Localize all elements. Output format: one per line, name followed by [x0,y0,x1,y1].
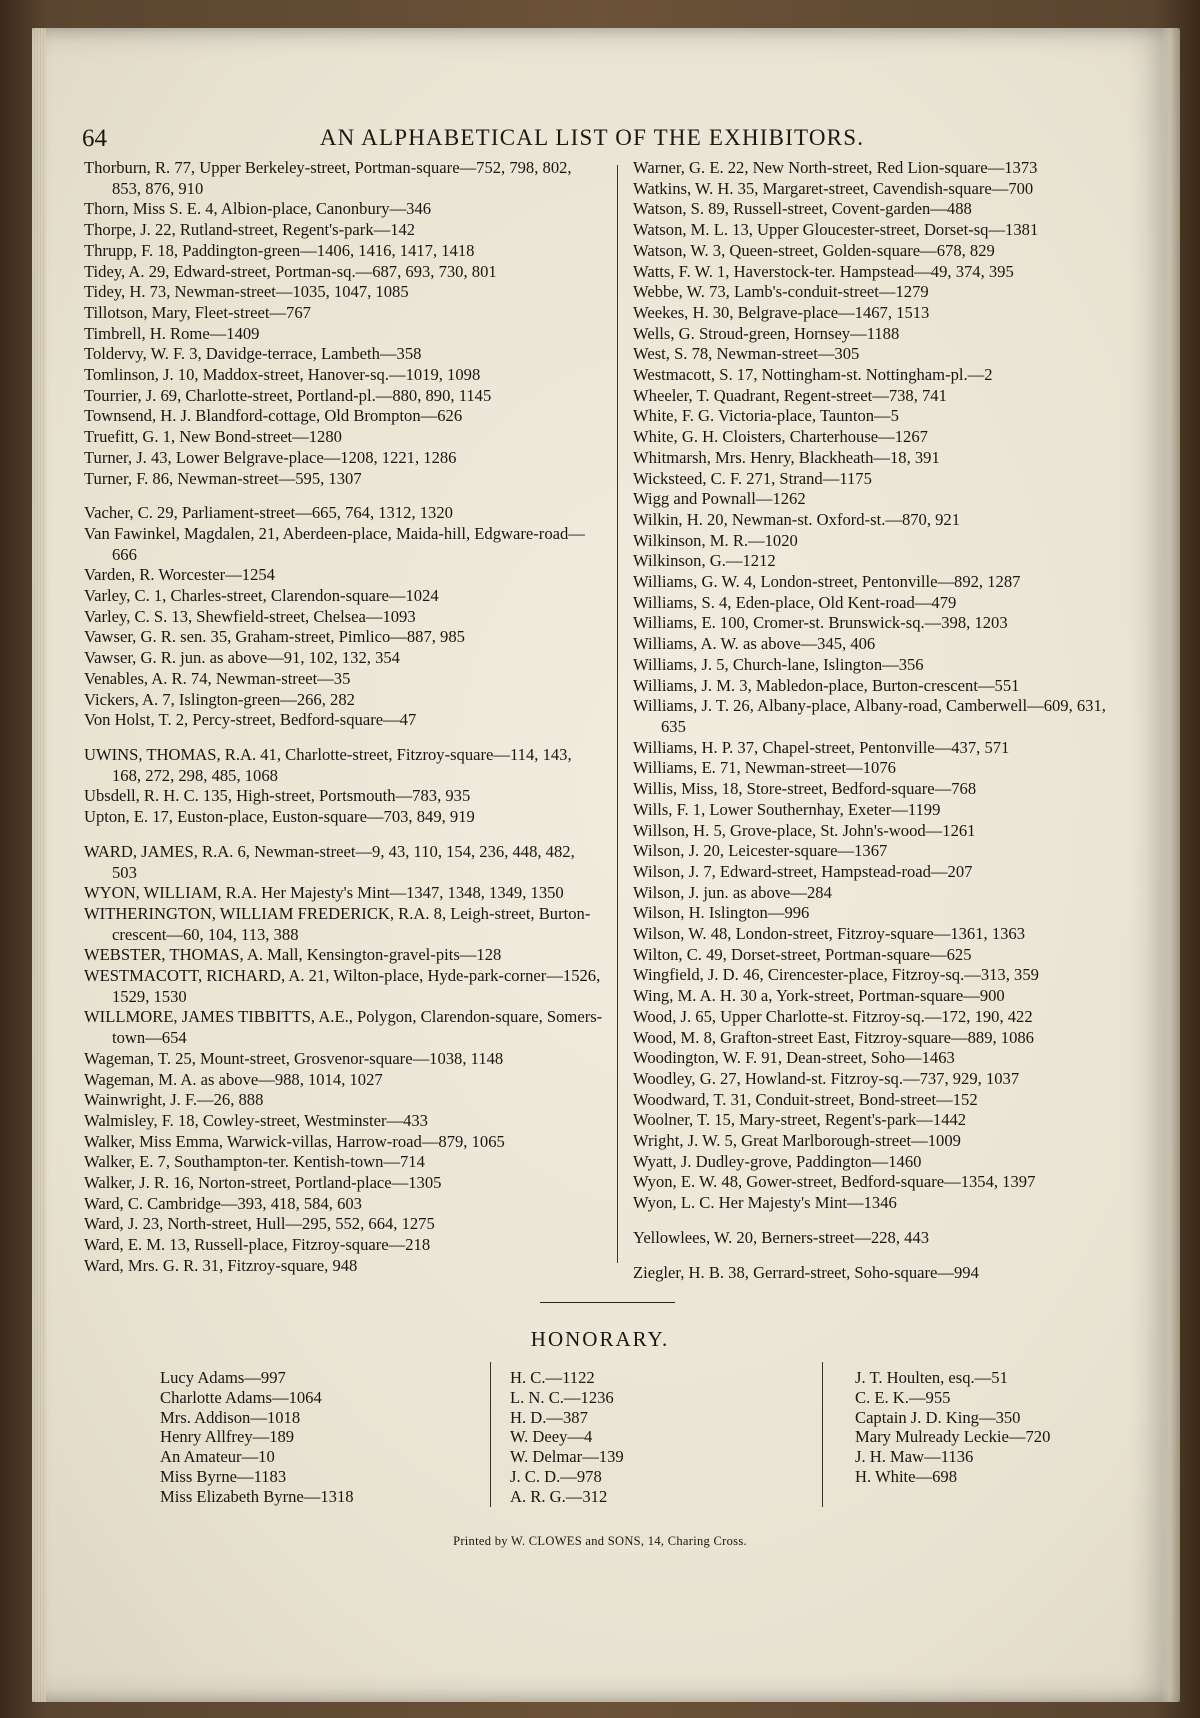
honorary-entry: Mary Mulready Leckie—720 [855,1427,1051,1447]
exhibitor-entry: Wilton, C. 49, Dorset-street, Portman-square—625 [633,944,972,964]
exhibitor-entry: Wilson, W. 48, London-street, Fitzroy-square—1361, 1363 [633,924,1026,944]
honorary-entry: H. D.—387 [510,1407,588,1427]
exhibitor-entry: Thorpe, J. 22, Rutland-street, Regent's-park—142 [84,220,416,240]
honorary-entry: Lucy Adams—997 [160,1368,286,1387]
exhibitor-entry: Ward, Mrs. G. R. 31, Fitzroy-square, 948 [84,1255,358,1275]
honorary-column-1 [160,1368,460,1507]
exhibitor-entry: Thorn, Miss S. E. 4, Albion-place, Canonbury—346 [84,199,432,219]
exhibitor-entry: Wood, M. 8, Grafton-street East, Fitzroy-square—889, 1086 [633,1027,1034,1047]
page-number: 64 [82,125,107,152]
honorary-entry: L. N. C.—1236 [510,1387,614,1407]
exhibitor-entry: Williams, E. 100, Cromer-st. Brunswick-sq.—398, 1203 [633,613,1008,633]
exhibitor-entry: Wing, M. A. H. 30 a, York-street, Portman-square—900 [633,986,1005,1006]
exhibitor-entry: WILLMORE, JAMES TIBBITTS, A.E., Polygon, Clarendon-square, Somers-town—654 [84,1007,603,1048]
exhibitor-entry: Williams, J. M. 3, Mabledon-place, Burton-crescent—551 [633,675,1020,695]
exhibitor-entry: Wyatt, J. Dudley-grove, Paddington—1460 [633,1151,922,1171]
section-gap [84,828,603,842]
exhibitor-entry: Townsend, H. J. Blandford-cottage, Old Brompton—626 [84,406,463,426]
exhibitor-entry: Williams, A. W. as above—345, 406 [633,634,876,654]
exhibitor-entry: Wageman, T. 25, Mount-street, Grosvenor-square—1038, 1148 [84,1048,504,1068]
exhibitor-entry: Wheeler, T. Quadrant, Regent-street—738, 741 [633,385,947,405]
honorary-entry: Henry Allfrey—189 [160,1427,295,1447]
section-rule [540,1302,675,1303]
exhibitor-entry: WITHERINGTON, WILLIAM FREDERICK, R.A. 8, Leigh-street, Burton-crescent—60, 104, 113, 388 [84,903,591,944]
exhibitor-entry: Wilkinson, M. R.—1020 [633,530,798,550]
exhibitor-entry: Williams, E. 71, Newman-street—1076 [633,758,896,778]
honorary-divider [490,1362,491,1507]
right-column [633,158,1131,1283]
honorary-divider [822,1362,823,1507]
exhibitor-entry: White, F. G. Victoria-place, Taunton—5 [633,406,899,426]
honorary-entry: Miss Elizabeth Byrne—1318 [160,1486,354,1506]
exhibitor-entry: Vacher, C. 29, Parliament-street—665, 764, 1312, 1320 [84,503,453,523]
exhibitor-entry: Varley, C. 1, Charles-street, Clarendon-square—1024 [84,586,439,606]
exhibitor-entry: Tidey, A. 29, Edward-street, Portman-sq.—687, 693, 730, 801 [84,261,497,281]
exhibitor-entry: Williams, S. 4, Eden-place, Old Kent-road—479 [633,592,957,612]
exhibitor-entry: Wicksteed, C. F. 271, Strand—1175 [633,468,872,488]
exhibitor-entry: Weekes, H. 30, Belgrave-place—1467, 1513 [633,302,930,322]
exhibitor-entry: Vawser, G. R. jun. as above—91, 102, 132, 354 [84,648,400,668]
exhibitor-entry: Wainwright, J. F.—26, 888 [84,1090,264,1110]
exhibitor-entry: Timbrell, H. Rome—1409 [84,323,260,343]
exhibitor-entry: Williams, G. W. 4, London-street, Pentonville—892, 1287 [633,572,1021,592]
exhibitor-entry: Wilson, J. jun. as above—284 [633,882,832,902]
exhibitor-entry: Wilson, J. 20, Leicester-square—1367 [633,841,888,861]
exhibitor-entry: Varley, C. S. 13, Shewfield-street, Chelsea—1093 [84,606,416,626]
exhibitor-entry: Von Holst, T. 2, Percy-street, Bedford-square—47 [84,710,417,730]
honorary-entry: W. Deey—4 [510,1427,593,1447]
section-gap [84,731,603,745]
exhibitor-entry: Wyon, L. C. Her Majesty's Mint—1346 [633,1193,897,1213]
exhibitor-entry: Watson, M. L. 13, Upper Gloucester-street, Dorset-sq—1381 [633,220,1039,240]
honorary-entry: Miss Byrne—1183 [160,1466,287,1486]
exhibitor-entry: Woodington, W. F. 91, Dean-street, Soho—1463 [633,1048,955,1068]
exhibitor-entry: White, G. H. Cloisters, Charterhouse—1267 [633,427,928,447]
exhibitor-entry: Warner, G. E. 22, New North-street, Red Lion-square—1373 [633,158,1038,177]
exhibitor-entry: Willis, Miss, 18, Store-street, Bedford-square—768 [633,779,977,799]
exhibitor-entry: Walker, E. 7, Southampton-ter. Kentish-town—714 [84,1152,425,1172]
exhibitor-entry: Tomlinson, J. 10, Maddox-street, Hanover-sq.—1019, 1098 [84,365,481,385]
exhibitor-entry: Wills, F. 1, Lower Southernhay, Exeter—1199 [633,799,941,819]
honorary-entry: H. White—698 [855,1466,958,1486]
exhibitor-entry: Westmacott, S. 17, Nottingham-st. Nottingham-pl.—2 [633,365,993,385]
exhibitor-entry: Willson, H. 5, Grove-place, St. John's-wood—1261 [633,820,976,840]
exhibitor-entry: Tidey, H. 73, Newman-street—1035, 1047, 1085 [84,282,409,302]
exhibitor-entry: Turner, J. 43, Lower Belgrave-place—1208, 1221, 1286 [84,447,457,467]
exhibitor-entry: Turner, F. 86, Newman-street—595, 1307 [84,468,362,488]
section-gap [633,1249,1131,1263]
exhibitor-entry: Yellowlees, W. 20, Berners-street—228, 443 [633,1227,930,1247]
exhibitor-entry: West, S. 78, Newman-street—305 [633,344,860,364]
page-gutter [32,28,46,1702]
exhibitor-entry: Varden, R. Worcester—1254 [84,565,275,585]
honorary-entry: Charlotte Adams—1064 [160,1387,322,1407]
exhibitor-entry: Wyon, E. W. 48, Gower-street, Bedford-square—1354, 1397 [633,1172,1036,1192]
exhibitor-entry: WYON, WILLIAM, R.A. Her Majesty's Mint—1347, 1348, 1349, 1350 [84,883,564,903]
exhibitor-entry: Williams, J. 5, Church-lane, Islington—356 [633,654,924,674]
exhibitor-entry: Wilson, J. 7, Edward-street, Hampstead-road—207 [633,861,973,881]
exhibitor-entry: Wigg and Pownall—1262 [633,489,806,509]
exhibitor-entry: Wood, J. 65, Upper Charlotte-st. Fitzroy-sq.—172, 190, 422 [633,1006,1033,1026]
exhibitor-entry: Walker, Miss Emma, Warwick-villas, Harrow-road—879, 1065 [84,1131,505,1151]
exhibitor-entry: Woodward, T. 31, Conduit-street, Bond-street—152 [633,1089,978,1109]
exhibitor-entry: Williams, H. P. 37, Chapel-street, Pentonville—437, 571 [633,737,1010,757]
exhibitor-entry: Woolner, T. 15, Mary-street, Regent's-park—1442 [633,1110,967,1130]
exhibitor-entry: Wells, G. Stroud-green, Hornsey—1188 [633,323,900,343]
honorary-column-2 [510,1368,740,1507]
exhibitor-entry: Watson, S. 89, Russell-street, Covent-garden—488 [633,199,972,219]
exhibitor-entry: Whitmarsh, Mrs. Henry, Blackheath—18, 391 [633,447,940,467]
exhibitor-entry: Watson, W. 3, Queen-street, Golden-square—678, 829 [633,240,995,260]
honorary-entry: Captain J. D. King—350 [855,1407,1021,1427]
exhibitor-entry: WARD, JAMES, R.A. 6, Newman-street—9, 43, 110, 154, 236, 448, 482, 503 [84,841,575,882]
exhibitor-entry: Thrupp, F. 18, Paddington-green—1406, 1416, 1417, 1418 [84,240,475,260]
honorary-title: HONORARY. [530,1327,670,1351]
honorary-entry: Mrs. Addison—1018 [160,1407,301,1427]
running-title: AN ALPHABETICAL LIST OF THE EXHIBITORS. [319,125,865,150]
exhibitor-entry: Tillotson, Mary, Fleet-street—767 [84,302,311,322]
exhibitor-entry: Thorburn, R. 77, Upper Berkeley-street, Portman-square—752, 798, 802, 853, 876, 910 [84,158,572,198]
exhibitor-entry: Truefitt, G. 1, New Bond-street—1280 [84,427,342,447]
exhibitor-entry: Tourrier, J. 69, Charlotte-street, Portland-pl.—880, 890, 1145 [84,385,492,405]
exhibitor-entry: Ubsdell, R. H. C. 135, High-street, Portsmouth—783, 935 [84,786,471,806]
exhibitor-entry: Ward, J. 23, North-street, Hull—295, 552, 664, 1275 [84,1214,435,1234]
exhibitor-entry: Wilkin, H. 20, Newman-st. Oxford-st.—870, 921 [633,509,961,529]
honorary-entry: C. E. K.—955 [855,1387,951,1407]
page-edge [1160,28,1180,1702]
exhibitor-entry: Vickers, A. 7, Islington-green—266, 282 [84,689,355,709]
exhibitor-entry: Wilson, H. Islington—996 [633,903,810,923]
page-header [82,125,1102,159]
exhibitor-entry: UWINS, THOMAS, R.A. 41, Charlotte-street, Fitzroy-square—114, 143, 168, 272, 298, 485, 1068 [84,744,572,785]
exhibitor-entry: Wingfield, J. D. 46, Cirencester-place, Fitzroy-sq.—313, 359 [633,965,1039,985]
honorary-entry: J. C. D.—978 [510,1466,602,1486]
exhibitor-entry: Venables, A. R. 74, Newman-street—35 [84,668,351,688]
honorary-column-3 [855,1368,1135,1487]
exhibitor-entry: Williams, J. T. 26, Albany-place, Albany-road, Camberwell—609, 631, 635 [633,696,1106,736]
exhibitor-entry: Watkins, W. H. 35, Margaret-street, Cavendish-square—700 [633,178,1034,198]
exhibitor-entry: WESTMACOTT, RICHARD, A. 21, Wilton-place, Hyde-park-corner—1526, 1529, 1530 [84,966,601,1006]
exhibitor-entry: Watts, F. W. 1, Haverstock-ter. Hampstead—49, 374, 395 [633,261,1014,281]
exhibitor-entry: Ziegler, H. B. 38, Gerrard-street, Soho-square—994 [633,1262,979,1282]
exhibitor-entry: Wageman, M. A. as above—988, 1014, 1027 [84,1069,383,1089]
honorary-entry: W. Delmar—139 [510,1447,624,1467]
exhibitor-entry: Ward, C. Cambridge—393, 418, 584, 603 [84,1193,362,1213]
exhibitor-entry: WEBSTER, THOMAS, A. Mall, Kensington-gravel-pits—128 [84,945,502,965]
honorary-entry: An Amateur—10 [160,1447,275,1467]
left-column [84,158,603,1277]
exhibitor-entry: Vawser, G. R. sen. 35, Graham-street, Pimlico—887, 985 [84,627,465,647]
honorary-entry: J. T. Houlten, esq.—51 [855,1368,1008,1387]
exhibitor-entry: Wright, J. W. 5, Great Marlborough-street—1009 [633,1131,961,1151]
exhibitor-entry: Toldervy, W. F. 3, Davidge-terrace, Lambeth—358 [84,344,422,364]
exhibitor-entry: Woodley, G. 27, Howland-st. Fitzroy-sq.—737, 929, 1037 [633,1068,1020,1088]
exhibitor-entry: Webbe, W. 73, Lamb's-conduit-street—1279 [633,282,929,302]
section-gap [633,1214,1131,1228]
exhibitor-entry: Ward, E. M. 13, Russell-place, Fitzroy-square—218 [84,1235,431,1255]
exhibitor-entry: Walker, J. R. 16, Norton-street, Portland-place—1305 [84,1173,442,1193]
exhibitor-entry: Walmisley, F. 18, Cowley-street, Westminster—433 [84,1110,428,1130]
honorary-entry: J. H. Maw—1136 [855,1447,974,1467]
section-gap [84,489,603,503]
honorary-entry: A. R. G.—312 [510,1486,608,1506]
exhibitor-entry: Wilkinson, G.—1212 [633,551,776,571]
honorary-entry: H. C.—1122 [510,1368,595,1387]
printer-imprint: Printed by W. CLOWES and SONS, 14, Charing Cross. [453,1534,747,1548]
exhibitor-entry: Van Fawinkel, Magdalen, 21, Aberdeen-place, Maida-hill, Edgware-road—666 [84,523,585,564]
exhibitor-entry: Upton, E. 17, Euston-place, Euston-square—703, 849, 919 [84,807,475,827]
column-divider [617,165,618,1263]
